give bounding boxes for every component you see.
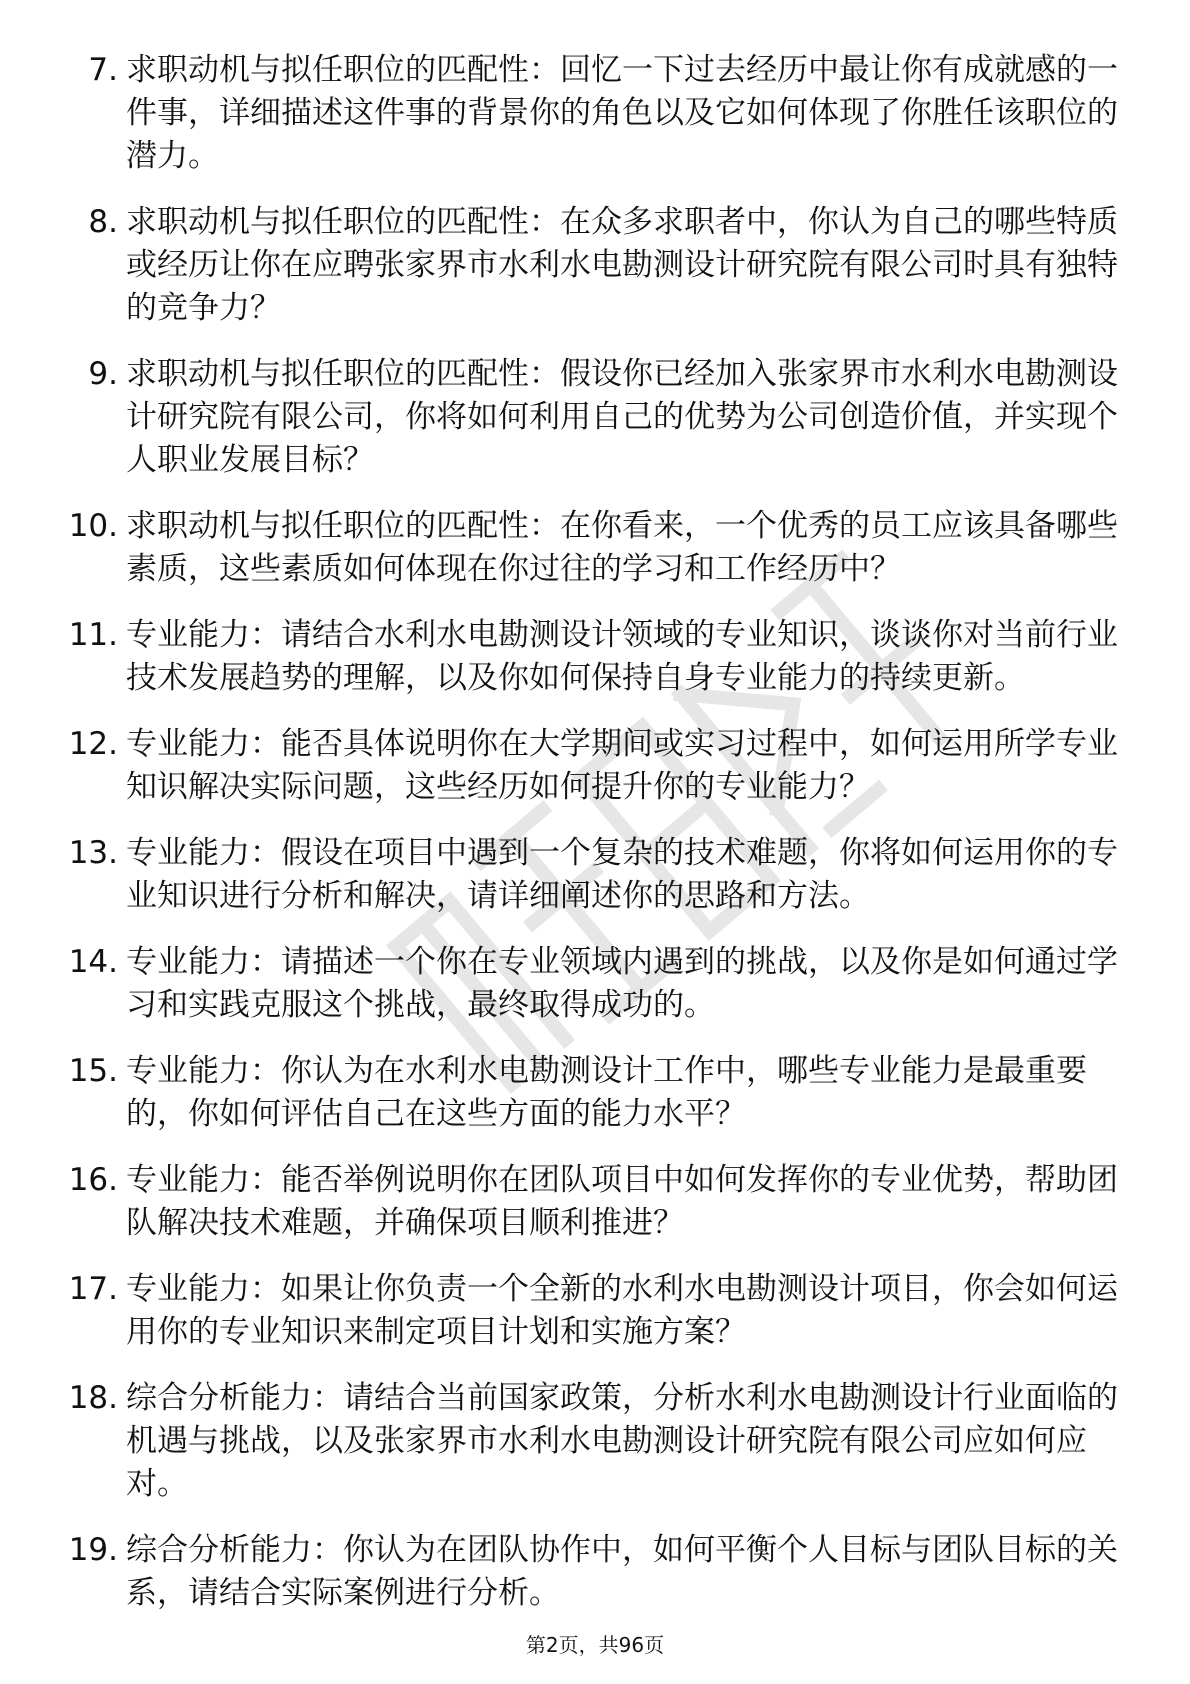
question-item <box>60 505 1120 591</box>
question-item <box>60 614 1120 700</box>
question-number: 18. <box>68 1380 118 1416</box>
question-number: 19. <box>68 1532 118 1568</box>
page-footer: 第2页，共96页 <box>525 1633 665 1657</box>
question-item <box>60 1050 1120 1136</box>
question-text: 专业能力：如果让你负责一个全新的水利水电勘测设计项目，你会如何运用你的专业知识来制定项目计划和实施方案？ <box>126 1271 1118 1350</box>
question-number: 9. <box>88 356 118 392</box>
question-text: 求职动机与拟任职位的匹配性：回忆一下过去经历中最让你有成就感的一件事，详细描述这件事的背景你的角色以及它如何体现了你胜任该职位的潜力。 <box>126 52 1118 174</box>
question-item <box>60 353 1120 482</box>
question-item <box>60 49 1120 178</box>
question-number: 7. <box>88 52 118 88</box>
question-item <box>60 941 1120 1027</box>
question-text: 求职动机与拟任职位的匹配性：假设你已经加入张家界市水利水电勘测设计研究院有限公司，你将如何利用自己的优势为公司创造价值，并实现个人职业发展目标？ <box>126 356 1118 478</box>
question-list <box>60 49 1120 1638</box>
question-item <box>60 832 1120 918</box>
question-number: 12. <box>68 726 118 762</box>
question-text: 专业能力：假设在项目中遇到一个复杂的技术难题，你将如何运用你的专业知识进行分析和解决，请详细阐述你的思路和方法。 <box>126 835 1118 914</box>
question-text: 专业能力：能否举例说明你在团队项目中如何发挥你的专业优势，帮助团队解决技术难题，并确保项目顺利推进？ <box>126 1162 1118 1241</box>
question-text: 专业能力：能否具体说明你在大学期间或实习过程中，如何运用所学专业知识解决实际问题，这些经历如何提升你的专业能力？ <box>126 726 1118 805</box>
question-text: 专业能力：请描述一个你在专业领域内遇到的挑战，以及你是如何通过学习和实践克服这个挑战，最终取得成功的。 <box>126 944 1118 1023</box>
question-text: 专业能力：请结合水利水电勘测设计领域的专业知识，谈谈你对当前行业技术发展趋势的理解，以及你如何保持自身专业能力的持续更新。 <box>126 617 1118 696</box>
question-number: 13. <box>68 835 118 871</box>
question-text: 综合分析能力：请结合当前国家政策，分析水利水电勘测设计行业面临的机遇与挑战，以及张家界市水利水电勘测设计研究院有限公司应如何应对。 <box>126 1380 1118 1502</box>
question-text: 综合分析能力：你认为在团队协作中，如何平衡个人目标与团队目标的关系，请结合实际案例进行分析。 <box>126 1532 1118 1611</box>
question-text: 求职动机与拟任职位的匹配性：在众多求职者中，你认为自己的哪些特质或经历让你在应聘张家界市水利水电勘测设计研究院有限公司时具有独特的竞争力？ <box>126 204 1118 326</box>
question-item <box>60 1268 1120 1354</box>
question-number: 16. <box>68 1162 118 1198</box>
question-item <box>60 723 1120 809</box>
question-text: 求职动机与拟任职位的匹配性：在你看来，一个优秀的员工应该具备哪些素质，这些素质如何体现在你过往的学习和工作经历中？ <box>126 508 1118 587</box>
question-text: 专业能力：你认为在水利水电勘测设计工作中，哪些专业能力是最重要的，你如何评估自己在这些方面的能力水平？ <box>126 1053 1087 1132</box>
question-item <box>60 1377 1120 1506</box>
question-number: 11. <box>68 617 118 653</box>
question-item <box>60 1529 1120 1615</box>
question-number: 10. <box>68 508 118 544</box>
question-number: 15. <box>68 1053 118 1089</box>
question-item <box>60 201 1120 330</box>
question-number: 17. <box>68 1271 118 1307</box>
question-number: 8. <box>88 204 118 240</box>
question-number: 14. <box>68 944 118 980</box>
question-item <box>60 1159 1120 1245</box>
